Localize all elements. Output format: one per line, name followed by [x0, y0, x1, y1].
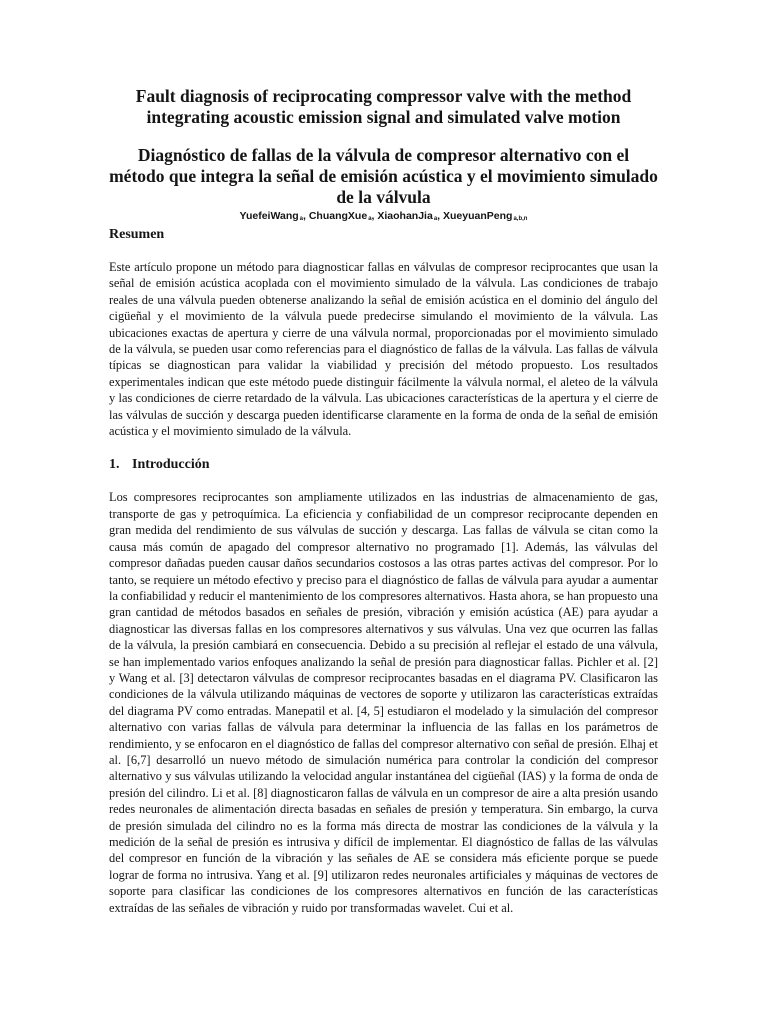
section-number: 1.	[109, 457, 120, 473]
author-affiliation: a	[433, 216, 438, 222]
author-affiliation: a,b,n	[513, 216, 528, 222]
introduction-paragraph: Los compresores reciprocantes son ampliamente utilizados en las industrias de almacenamiento de gas, transporte de gas y petroquímica. La eficiencia y confiabilidad de un compresor reciprocante dependen en gran medida del rendimiento de sus válvulas de succión y descarga. Las fallas de válvula se citan como la causa más común de apagado del compresor alternativo no programado [1]. Además, las válvulas del compresor dañadas pueden causar daños secundarios costosos a las otras partes activas del compresor. Por lo tanto, se requiere un método efectivo y preciso para el diagnóstico de fallas de válvula para ayudar a aumentar la confiabilidad y reducir el mantenimiento de los compresores alternativos. Hasta ahora, se han propuesto una gran cantidad de métodos basados en señales de presión, vibración y emisión acústica (AE) para ayudar a diagnosticar las diversas fallas en los compresores alternativos y sus válvulas. Una vez que ocurren las fallas de la válvula, la presión cambiará en consecuencia. Debido a su precisión al reflejar el estado de una válvula, se han implementado varios enfoques analizando la señal de presión para diagnosticar fallas. Pichler et al. [2] y Wang et al. [3] detectaron válvulas de compresor reciprocantes basadas en el diagrama PV. Clasificaron las condiciones de la válvula utilizando máquinas de vectores de soporte y utilizaron las características extraídas del diagrama PV como entradas. Manepatil et al. [4, 5] estudiaron el modelado y la simulación del compresor alternativo con varias fallas de válvula para determinar la influencia de las fallas en los parámetros de rendimiento, y se enfocaron en el diagnóstico de fallas del compresor alternativo con señal de presión. Elhaj et al. [6,7] desarrolló un nuevo método de simulación numérica para controlar la condición del compresor alternativo y sus válvulas utilizando la velocidad angular instantánea del cigüeñal (IAS) y la forma de onda de presión del cilindro. Li et al. [8] diagnosticaron fallas de válvula en un compresor de aire a alta presión usando redes neuronales de alimentación directa basadas en señales de presión y temperatura. Sin embargo, la curva de presión simulada del cilindro no es la forma más directa de mostrar las condiciones de la válvula y la medición de la señal de presión es intrusiva y difícil de implementar. El diagnóstico de fallas de las válvulas del compresor en función de la vibración y las señales de AE se considera más eficiente porque se puede lograr de forma no intrusiva. Yang et al. [9] utilizaron redes neuronales artificiales y máquinas de vectores de soporte para clasificar las condiciones de los compresores alternativos en función de las características extraídas de las señales de vibración y ruido por transformadas wavelet. Cui et al.	[109, 490, 658, 915]
author-affiliation: a	[368, 216, 372, 222]
author-name: YuefeiWang	[239, 210, 299, 222]
author-name: XiaohanJia	[377, 210, 433, 222]
author-list: YuefeiWang$_a$, ChuangXue$_a$, XiaohanJia$_a$, XueyuanPeng$_{a,b,n}$	[239, 210, 528, 222]
introduction-heading	[109, 456, 658, 473]
title-spanish: Diagnóstico de fallas de la válvula de compresor alternativo con el método que integra la señal de emisión acústica y el movimiento simulado de la válvula	[109, 145, 658, 207]
author-affiliation: a	[299, 216, 303, 222]
author-name: ChuangXue	[308, 210, 368, 222]
title-english: Fault diagnosis of reciprocating compressor valve with the method integrating acoustic emission signal and simulated valve motion	[135, 86, 632, 127]
section-title: Introducción	[132, 457, 210, 473]
author-name: XueyuanPeng	[443, 210, 513, 222]
paper-page	[109, 86, 658, 916]
abstract-paragraph: Este artículo propone un método para diagnosticar fallas en válvulas de compresor reciprocantes que usan la señal de emisión acústica acoplada con el movimiento simulado de la válvula. Las condiciones de trabajo reales de una válvula pueden obtenerse analizando la señal de emisión acústica en el dominio del ángulo del cigüeñal y el movimiento de la válvula puede predecirse simulando el movimiento de la válvula. Las ubicaciones exactas de apertura y cierre de una válvula normal, proporcionadas por el movimiento simulado de la válvula, se pueden usar como referencias para el diagnóstico de fallas de la válvula. Las fallas de válvula típicas se diagnostican para validar la viabilidad y precisión del método propuesto. Los resultados experimentales indican que este método puede distinguir fácilmente la válvula normal, el aleteo de la válvula y las condiciones de cierre retardado de la válvula. Las ubicaciones características de la apertura y el cierre de las válvulas de succión y descarga pueden identificarse claramente en la forma de onda de la señal de emisión acústica y el movimiento simulado de la válvula.	[109, 260, 658, 439]
abstract-heading: Resumen	[109, 227, 165, 242]
